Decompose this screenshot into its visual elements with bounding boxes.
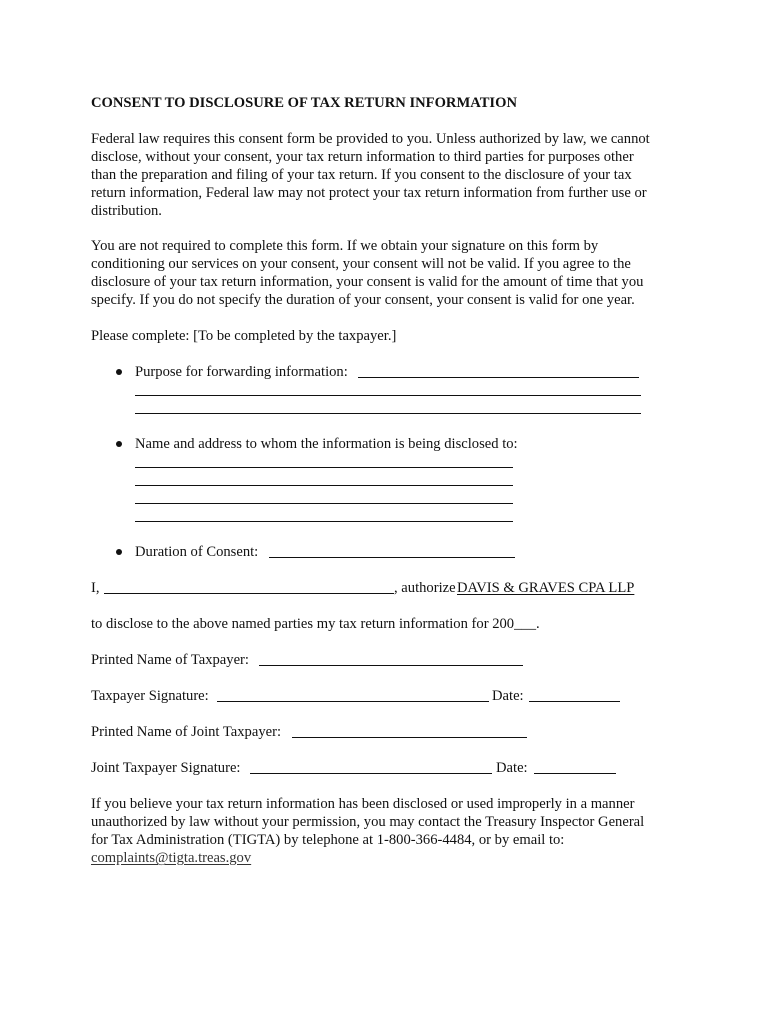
date-field[interactable] <box>529 701 620 702</box>
recipient-line-3[interactable] <box>135 503 513 504</box>
please-complete-instruction: Please complete: [To be completed by the taxpayer.] <box>91 328 397 344</box>
signature-field[interactable] <box>217 701 489 702</box>
printed-name-label: Printed Name of Taxpayer: <box>91 652 249 668</box>
date-label: Date: <box>492 688 524 704</box>
purpose-line-3[interactable] <box>135 413 641 414</box>
intro-paragraph: Federal law requires this consent form be provided to you. Unless authorized by law, we cannot disclose, without your consent, your tax return information to third parties for purposes other than the preparation and filing of your tax return. If you consent to the disclosure of your tax return information, Federal law may not protect your tax return information from further use or distribution. <box>91 131 650 219</box>
bullet-recipient <box>116 441 122 447</box>
footer-paragraph: If you believe your tax return information has been disclosed or used improperly in a manner unauthorized by law without your permission, you may contact the Treasury Inspector General for Tax Administration (TIGTA) by telephone at 1-800-366-4484, or by email to: <box>91 796 645 848</box>
authorize-prefix: I, <box>91 580 100 596</box>
joint-date-label: Date: <box>496 760 528 776</box>
printed-name-field[interactable] <box>259 665 523 666</box>
purpose-label: Purpose for forwarding information: <box>135 364 348 380</box>
duration-label: Duration of Consent: <box>135 544 259 560</box>
document-title: CONSENT TO DISCLOSURE OF TAX RETURN INFORMATION <box>91 95 517 111</box>
purpose-line-2[interactable] <box>135 395 641 396</box>
consent-validity-paragraph: You are not required to complete this form. If we obtain your signature on this form by conditioning our services on your consent, your consent will not be valid. If you agree to the disclosure of your tax return information, your consent is valid for the amount of time that you specify. If you do not specify the duration of your consent, your consent is valid for one year. <box>91 238 644 308</box>
signature-label: Taxpayer Signature: <box>91 688 209 704</box>
recipient-line-2[interactable] <box>135 485 513 486</box>
disclose-statement: to disclose to the above named parties my tax return information for 200___. <box>91 616 540 632</box>
joint-printed-name-field[interactable] <box>292 737 527 738</box>
recipient-line-1[interactable] <box>135 467 513 468</box>
joint-signature-label: Joint Taxpayer Signature: <box>91 760 241 776</box>
bullet-purpose <box>116 369 122 375</box>
tigta-email-link[interactable]: complaints@tigta.treas.gov <box>91 850 252 866</box>
joint-printed-name-label: Printed Name of Joint Taxpayer: <box>91 724 282 740</box>
firm-name: DAVIS & GRAVES CPA LLP <box>457 580 635 596</box>
bullet-duration <box>116 549 122 555</box>
purpose-line-1[interactable] <box>358 377 639 378</box>
joint-date-field[interactable] <box>534 773 616 774</box>
authorize-text: , authorize <box>394 580 456 596</box>
recipient-line-4[interactable] <box>135 521 513 522</box>
recipient-label: Name and address to whom the information is being disclosed to: <box>135 436 518 452</box>
joint-signature-field[interactable] <box>250 773 492 774</box>
authorizing-name-field[interactable] <box>104 593 394 594</box>
duration-field[interactable] <box>269 557 515 558</box>
